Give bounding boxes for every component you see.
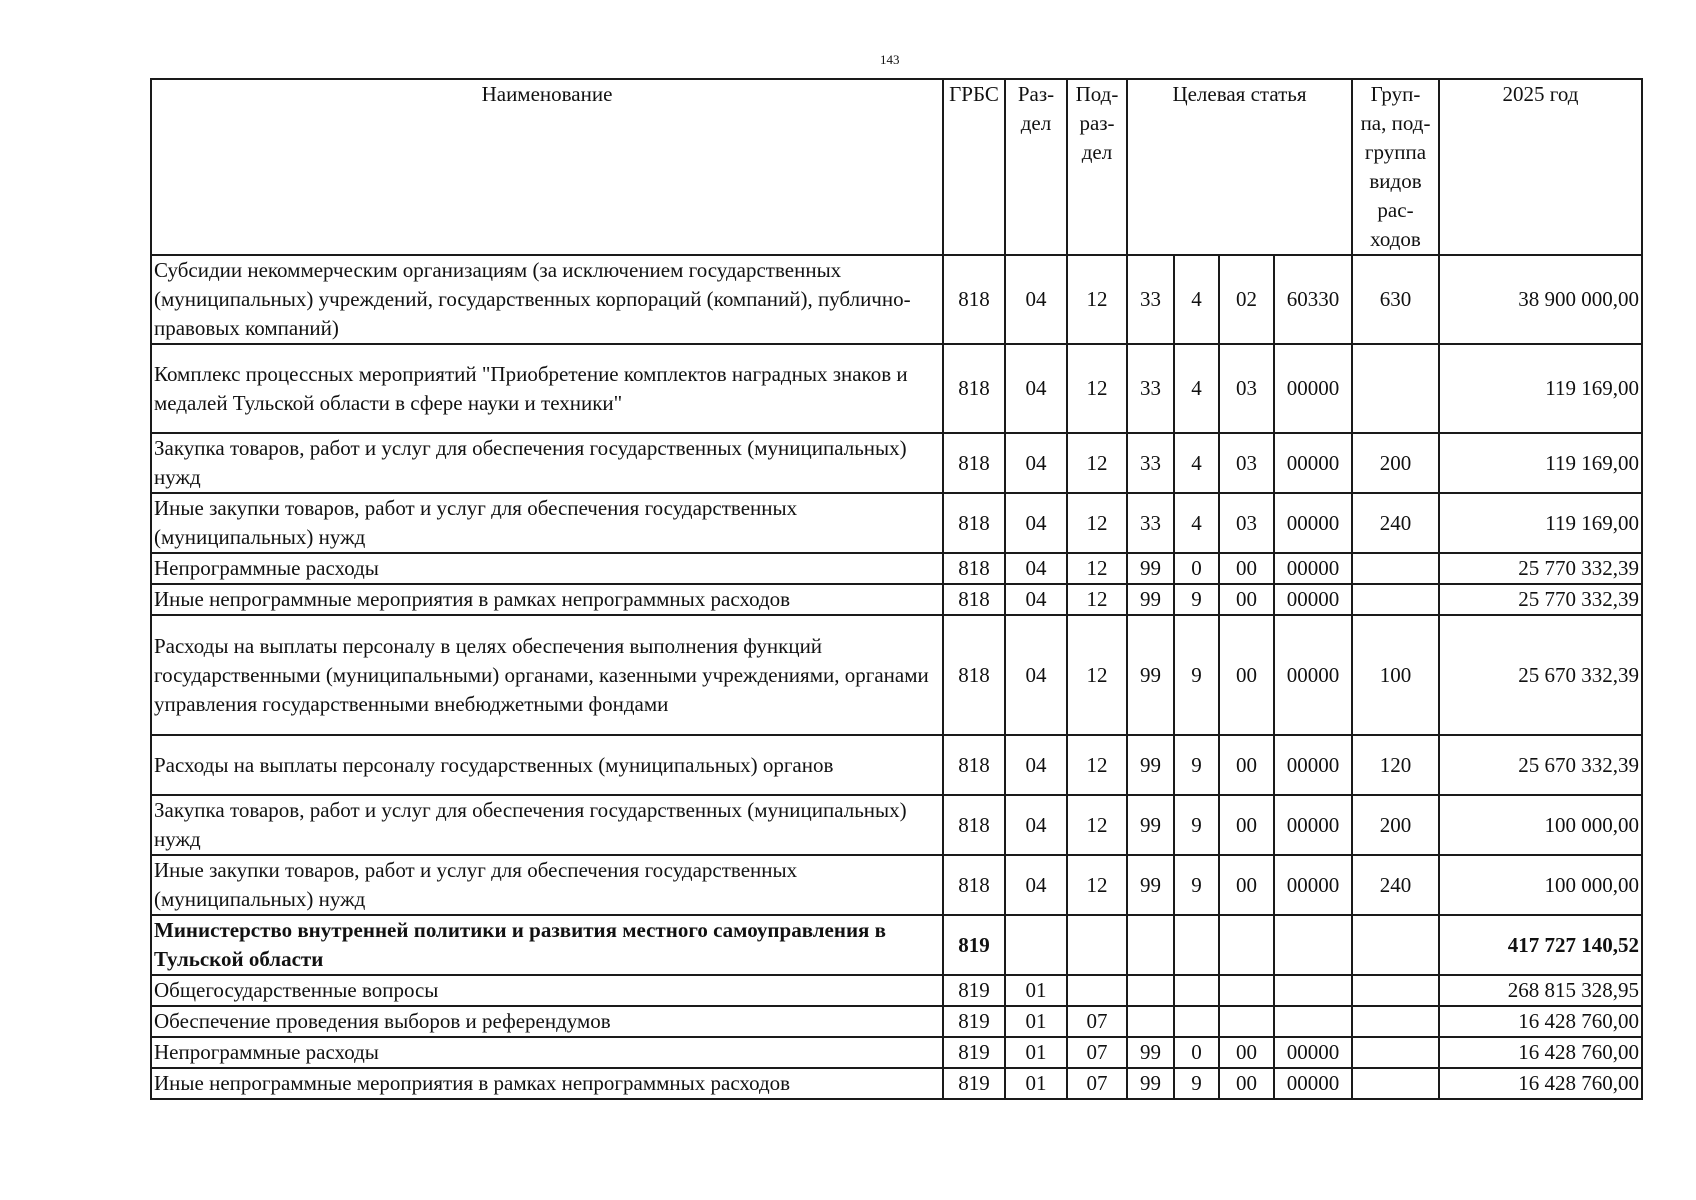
- row-target-program: 99: [1127, 855, 1174, 915]
- header-group: Груп- па, под- группа видов рас- ходов: [1352, 79, 1439, 255]
- row-amount: 38 900 000,00: [1439, 255, 1642, 344]
- row-target-type: 9: [1174, 584, 1219, 615]
- row-amount: 25 670 332,39: [1439, 735, 1642, 795]
- table-row: [151, 493, 1642, 553]
- row-target-type: 4: [1174, 433, 1219, 493]
- table-header-row: [151, 79, 1642, 255]
- row-podrazdel: 12: [1067, 493, 1127, 553]
- row-name: Закупка товаров, работ и услуг для обеспечения государственных (муниципальных) нужд: [151, 433, 943, 493]
- row-target-code: 60330: [1274, 255, 1352, 344]
- header-grbs: ГРБС: [943, 79, 1005, 255]
- header-year: 2025 год: [1439, 79, 1642, 255]
- table-row: [151, 795, 1642, 855]
- row-target-code: 00000: [1274, 855, 1352, 915]
- row-target-program: 99: [1127, 553, 1174, 584]
- row-expense-group: 200: [1352, 795, 1439, 855]
- row-target-type: 4: [1174, 255, 1219, 344]
- table-row: [151, 915, 1642, 975]
- row-grbs: 818: [943, 553, 1005, 584]
- row-target-code: [1274, 975, 1352, 1006]
- row-grbs: 818: [943, 493, 1005, 553]
- row-target-code: 00000: [1274, 584, 1352, 615]
- header-target: Целевая статья: [1127, 79, 1352, 255]
- row-grbs: 818: [943, 344, 1005, 433]
- row-target-program: [1127, 975, 1174, 1006]
- table-row: [151, 735, 1642, 795]
- row-amount: 16 428 760,00: [1439, 1068, 1642, 1099]
- row-grbs: 819: [943, 1037, 1005, 1068]
- row-razdel: 04: [1005, 255, 1067, 344]
- row-target-code: [1274, 1006, 1352, 1037]
- row-target-type: 9: [1174, 1068, 1219, 1099]
- row-podrazdel: 12: [1067, 584, 1127, 615]
- table-row: [151, 1037, 1642, 1068]
- row-target-type: 4: [1174, 344, 1219, 433]
- row-expense-group: [1352, 915, 1439, 975]
- row-target-code: 00000: [1274, 795, 1352, 855]
- table-row: [151, 1006, 1642, 1037]
- row-expense-group: 240: [1352, 855, 1439, 915]
- row-grbs: 819: [943, 975, 1005, 1006]
- table-row: [151, 344, 1642, 433]
- header-razdel: Раз- дел: [1005, 79, 1067, 255]
- row-name: Непрограммные расходы: [151, 1037, 943, 1068]
- row-razdel: 01: [1005, 1006, 1067, 1037]
- row-expense-group: 100: [1352, 615, 1439, 735]
- row-target-type: 9: [1174, 735, 1219, 795]
- table-row: [151, 1068, 1642, 1099]
- row-target-program: 99: [1127, 1037, 1174, 1068]
- row-razdel: 01: [1005, 1037, 1067, 1068]
- row-target-direction: 00: [1219, 1068, 1274, 1099]
- row-amount: 25 770 332,39: [1439, 553, 1642, 584]
- table-body: [151, 255, 1642, 1099]
- row-target-type: [1174, 975, 1219, 1006]
- row-target-direction: [1219, 1006, 1274, 1037]
- row-razdel: 04: [1005, 344, 1067, 433]
- row-podrazdel: 07: [1067, 1068, 1127, 1099]
- table-row: [151, 615, 1642, 735]
- row-podrazdel: [1067, 915, 1127, 975]
- row-expense-group: [1352, 553, 1439, 584]
- row-target-direction: 03: [1219, 493, 1274, 553]
- row-razdel: 01: [1005, 975, 1067, 1006]
- table-row: [151, 433, 1642, 493]
- row-expense-group: 200: [1352, 433, 1439, 493]
- row-expense-group: [1352, 1068, 1439, 1099]
- row-target-code: 00000: [1274, 615, 1352, 735]
- table-row: [151, 855, 1642, 915]
- table-row: [151, 255, 1642, 344]
- row-target-direction: 03: [1219, 344, 1274, 433]
- row-razdel: 01: [1005, 1068, 1067, 1099]
- row-amount: 119 169,00: [1439, 344, 1642, 433]
- row-expense-group: [1352, 975, 1439, 1006]
- row-podrazdel: 12: [1067, 344, 1127, 433]
- row-podrazdel: 12: [1067, 255, 1127, 344]
- row-amount: 25 670 332,39: [1439, 615, 1642, 735]
- row-grbs: 818: [943, 735, 1005, 795]
- row-target-code: 00000: [1274, 553, 1352, 584]
- row-target-type: 9: [1174, 615, 1219, 735]
- row-podrazdel: 07: [1067, 1006, 1127, 1037]
- header-name: Наименование: [151, 79, 943, 255]
- row-grbs: 818: [943, 255, 1005, 344]
- row-target-type: 4: [1174, 493, 1219, 553]
- row-target-code: 00000: [1274, 1037, 1352, 1068]
- row-target-direction: 00: [1219, 615, 1274, 735]
- row-name: Иные закупки товаров, работ и услуг для обеспечения государственных (муниципальных) нужд: [151, 855, 943, 915]
- row-expense-group: [1352, 344, 1439, 433]
- row-amount: 119 169,00: [1439, 433, 1642, 493]
- row-target-type: 9: [1174, 855, 1219, 915]
- row-target-program: 99: [1127, 1068, 1174, 1099]
- row-grbs: 818: [943, 855, 1005, 915]
- row-expense-group: 630: [1352, 255, 1439, 344]
- row-target-direction: 02: [1219, 255, 1274, 344]
- budget-table: [150, 78, 1643, 1100]
- row-grbs: 818: [943, 795, 1005, 855]
- row-target-program: [1127, 915, 1174, 975]
- row-target-type: 0: [1174, 1037, 1219, 1068]
- row-target-code: 00000: [1274, 1068, 1352, 1099]
- row-amount: 119 169,00: [1439, 493, 1642, 553]
- row-target-type: 0: [1174, 553, 1219, 584]
- row-amount: 25 770 332,39: [1439, 584, 1642, 615]
- row-target-direction: 00: [1219, 553, 1274, 584]
- row-target-program: 33: [1127, 493, 1174, 553]
- row-name: Непрограммные расходы: [151, 553, 943, 584]
- row-name: Иные непрограммные мероприятия в рамках непрограммных расходов: [151, 584, 943, 615]
- row-target-direction: 00: [1219, 855, 1274, 915]
- row-expense-group: [1352, 1006, 1439, 1037]
- row-amount: 268 815 328,95: [1439, 975, 1642, 1006]
- table-row: [151, 584, 1642, 615]
- row-target-code: 00000: [1274, 344, 1352, 433]
- row-podrazdel: 12: [1067, 735, 1127, 795]
- row-podrazdel: [1067, 975, 1127, 1006]
- row-target-program: 99: [1127, 795, 1174, 855]
- row-target-program: 33: [1127, 255, 1174, 344]
- row-target-type: 9: [1174, 795, 1219, 855]
- row-razdel: 04: [1005, 553, 1067, 584]
- row-target-direction: [1219, 915, 1274, 975]
- row-target-direction: 00: [1219, 1037, 1274, 1068]
- row-podrazdel: 07: [1067, 1037, 1127, 1068]
- row-expense-group: [1352, 1037, 1439, 1068]
- row-razdel: 04: [1005, 493, 1067, 553]
- row-target-program: 99: [1127, 735, 1174, 795]
- row-amount: 100 000,00: [1439, 795, 1642, 855]
- row-podrazdel: 12: [1067, 855, 1127, 915]
- row-target-direction: 03: [1219, 433, 1274, 493]
- row-razdel: 04: [1005, 615, 1067, 735]
- row-razdel: 04: [1005, 855, 1067, 915]
- row-podrazdel: 12: [1067, 615, 1127, 735]
- row-expense-group: [1352, 584, 1439, 615]
- row-razdel: [1005, 915, 1067, 975]
- row-amount: 100 000,00: [1439, 855, 1642, 915]
- page-number: 143: [880, 52, 900, 67]
- row-grbs: 818: [943, 433, 1005, 493]
- row-amount: 16 428 760,00: [1439, 1006, 1642, 1037]
- row-name: Расходы на выплаты персоналу государственных (муниципальных) органов: [151, 735, 943, 795]
- row-name: Министерство внутренней политики и развития местного самоуправления в Тульской области: [151, 915, 943, 975]
- table-row: [151, 553, 1642, 584]
- row-expense-group: 120: [1352, 735, 1439, 795]
- row-razdel: 04: [1005, 735, 1067, 795]
- row-target-type: [1174, 1006, 1219, 1037]
- row-target-code: [1274, 915, 1352, 975]
- row-name: Общегосударственные вопросы: [151, 975, 943, 1006]
- row-grbs: 819: [943, 1006, 1005, 1037]
- row-target-program: [1127, 1006, 1174, 1037]
- row-name: Закупка товаров, работ и услуг для обеспечения государственных (муниципальных) нужд: [151, 795, 943, 855]
- row-podrazdel: 12: [1067, 433, 1127, 493]
- row-name: Иные непрограммные мероприятия в рамках непрограммных расходов: [151, 1068, 943, 1099]
- row-target-program: 99: [1127, 584, 1174, 615]
- row-amount: 16 428 760,00: [1439, 1037, 1642, 1068]
- row-razdel: 04: [1005, 584, 1067, 615]
- row-target-code: 00000: [1274, 735, 1352, 795]
- row-target-type: [1174, 915, 1219, 975]
- header-podrazdel: Под- раз- дел: [1067, 79, 1127, 255]
- row-podrazdel: 12: [1067, 795, 1127, 855]
- row-target-program: 33: [1127, 344, 1174, 433]
- row-target-direction: 00: [1219, 795, 1274, 855]
- row-name: Иные закупки товаров, работ и услуг для обеспечения государственных (муниципальных) нужд: [151, 493, 943, 553]
- row-razdel: 04: [1005, 433, 1067, 493]
- row-razdel: 04: [1005, 795, 1067, 855]
- row-target-program: 99: [1127, 615, 1174, 735]
- row-grbs: 818: [943, 584, 1005, 615]
- row-name: Субсидии некоммерческим организациям (за исключением государственных (муниципальных) учреждений, государственных корпораций (компаний), публично-правовых компаний): [151, 255, 943, 344]
- row-target-direction: [1219, 975, 1274, 1006]
- row-name: Комплекс процессных мероприятий "Приобретение комплектов наградных знаков и медалей Тульской области в сфере науки и техники": [151, 344, 943, 433]
- row-target-code: 00000: [1274, 433, 1352, 493]
- row-grbs: 818: [943, 615, 1005, 735]
- row-target-program: 33: [1127, 433, 1174, 493]
- row-podrazdel: 12: [1067, 553, 1127, 584]
- row-grbs: 819: [943, 1068, 1005, 1099]
- table-row: [151, 975, 1642, 1006]
- row-target-code: 00000: [1274, 493, 1352, 553]
- row-amount: 417 727 140,52: [1439, 915, 1642, 975]
- row-name: Обеспечение проведения выборов и референдумов: [151, 1006, 943, 1037]
- row-grbs: 819: [943, 915, 1005, 975]
- row-expense-group: 240: [1352, 493, 1439, 553]
- row-target-direction: 00: [1219, 735, 1274, 795]
- row-target-direction: 00: [1219, 584, 1274, 615]
- row-name: Расходы на выплаты персоналу в целях обеспечения выполнения функций государственными (муниципальными) органами, казенными учреждениями, органами управления государственными внебюджетными фондами: [151, 615, 943, 735]
